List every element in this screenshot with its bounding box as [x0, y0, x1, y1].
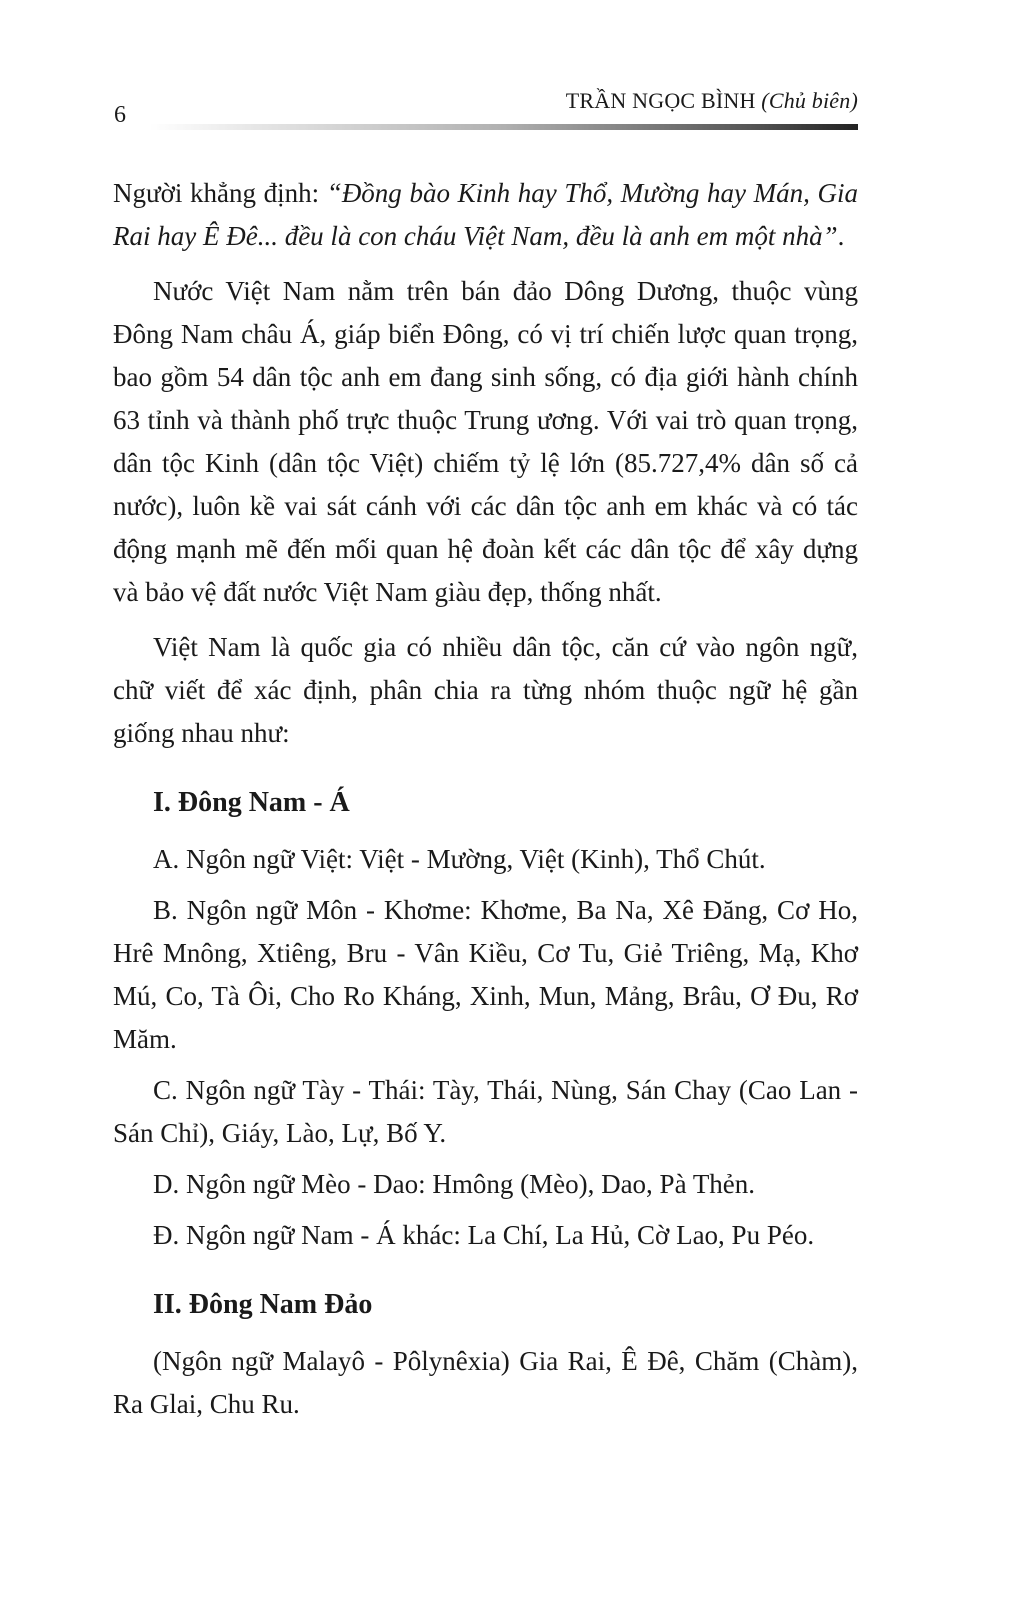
- running-head: [566, 86, 858, 116]
- intro-end: .: [837, 221, 845, 251]
- paragraph-geography: Nước Việt Nam nằm trên bán đảo Dông Dương, thuộc vùng Đông Nam châu Á, giáp biển Đông, có vị trí chiến lược quan trọng, bao gồm 54 dân tộc anh em đang sinh sống, có địa giới hành chính 63 tỉnh và thành phố trực thuộc Trung ương. Với vai trò quan trọng, dân tộc Kinh (dân tộc Việt) chiếm tỷ lệ lớn (85.727,4% dân số cả nước), luôn kề vai sát cánh với các dân tộc anh em khác và có tác động mạnh mẽ đến mối quan hệ đoàn kết các dân tộc để xây dựng và bảo vệ đất nước Việt Nam giàu đẹp, thống nhất.: [113, 276, 858, 607]
- section-heading: I. Đông Nam - Á: [153, 787, 350, 818]
- author-name: TRẦN NGỌC BÌNH: [565, 88, 756, 113]
- section-heading: II. Đông Nam Đảo: [153, 1289, 373, 1320]
- page-body: [113, 172, 858, 1426]
- intro-paragraph: [113, 172, 858, 258]
- intro-quote: “Đồng bào Kinh hay Thổ, Mường hay Mán, Gia Rai hay Ê Đê... đều là con cháu Việt Nam, đều là anh em một nhà”: [113, 178, 858, 251]
- list-item: B. Ngôn ngữ Môn - Khơme: Khơme, Ba Na, Xê Đăng, Cơ Ho, Hrê Mnông, Xtiêng, Bru - Vân Kiều, Cơ Tu, Giẻ Triêng, Mạ, Khơ Mú, Co, Tà Ôi, Cho Ro Kháng, Xinh, Mun, Mảng, Brâu, Ơ Đu, Rơ Măm.: [113, 895, 858, 1054]
- intro-lead: Người khẳng định:: [113, 178, 327, 208]
- list-item: A. Ngôn ngữ Việt: Việt - Mường, Việt (Kinh), Thổ Chút.: [153, 844, 766, 874]
- section-southeast-islands: [113, 1283, 858, 1426]
- editor-role: (Chủ biên): [761, 88, 858, 113]
- page-number: 6: [114, 102, 126, 128]
- list-item: D. Ngôn ngữ Mèo - Dao: Hmông (Mèo), Dao, Pà Thẻn.: [153, 1169, 756, 1199]
- list-item: (Ngôn ngữ Malayô - Pôlynêxia) Gia Rai, Ê Đê, Chăm (Chàm), Ra Glai, Chu Ru.: [113, 1346, 858, 1419]
- header-rule: [150, 124, 858, 130]
- list-item: C. Ngôn ngữ Tày - Thái: Tày, Thái, Nùng, Sán Chay (Cao Lan - Sán Chỉ), Giáy, Lào, Lự, Bố Y.: [113, 1075, 858, 1148]
- section-southeast-asia: [113, 781, 858, 1257]
- paragraph-language-groups: Việt Nam là quốc gia có nhiều dân tộc, căn cứ vào ngôn ngữ, chữ viết để xác định, phân chia ra từng nhóm thuộc ngữ hệ gần giống nhau như:: [113, 632, 858, 748]
- list-item: Đ. Ngôn ngữ Nam - Á khác: La Chí, La Hủ, Cờ Lao, Pu Péo.: [153, 1220, 815, 1250]
